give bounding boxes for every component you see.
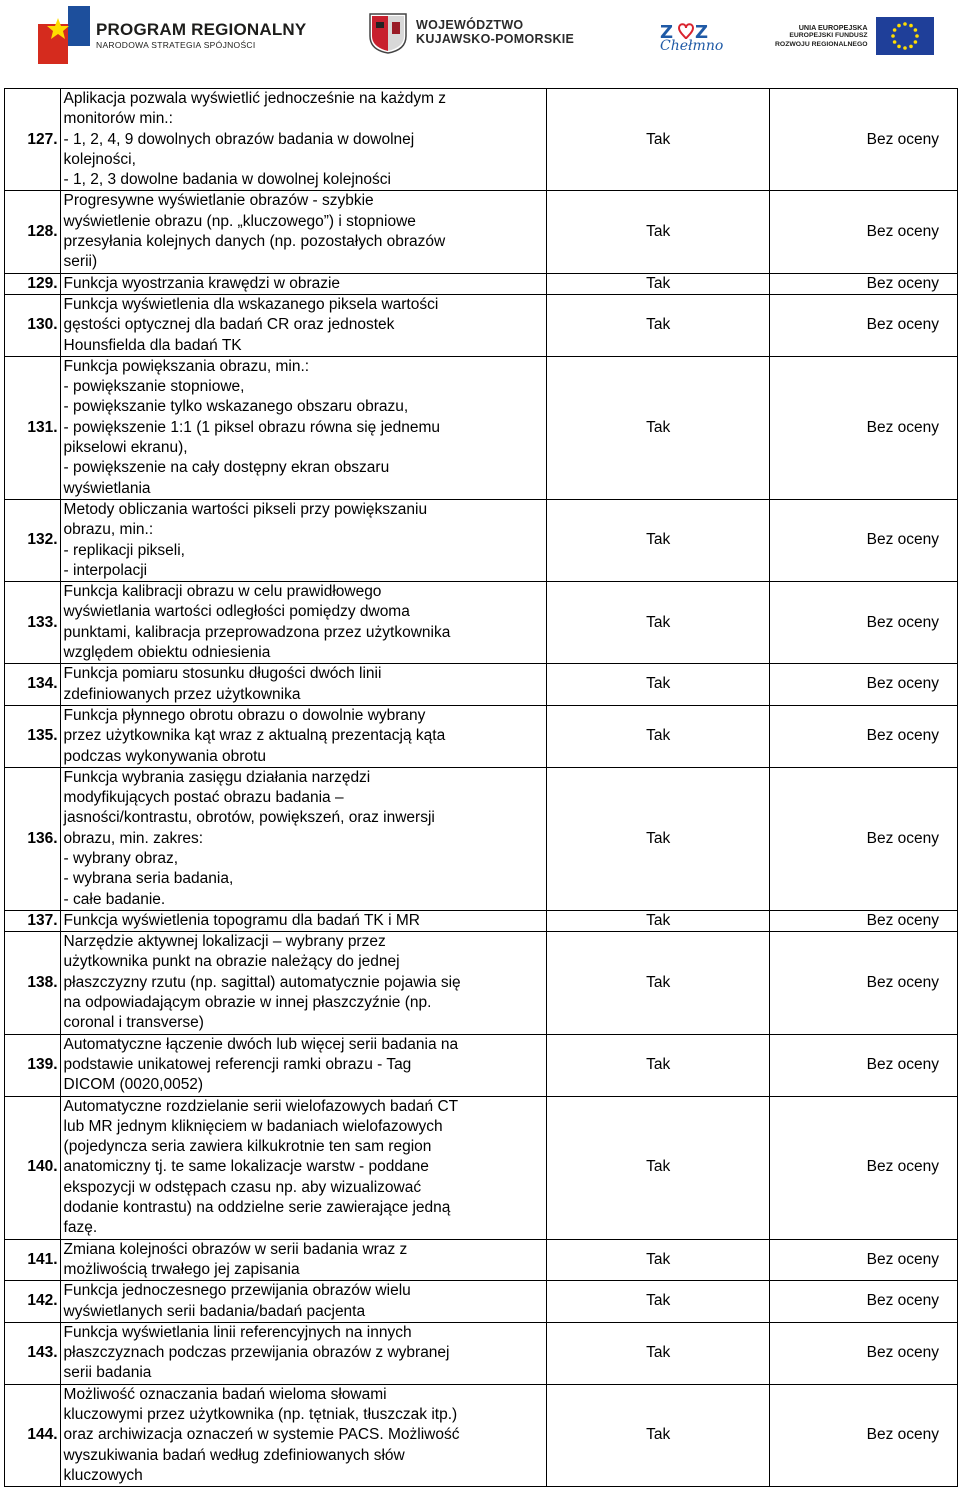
- coat-of-arms-icon: [368, 12, 408, 54]
- requirement-description: [60, 191, 546, 273]
- description-line: kolejności,: [63, 150, 136, 168]
- required-value: Tak: [547, 1322, 770, 1384]
- description-line: modyfikujących postać obrazu badania –: [63, 789, 344, 807]
- description-line: Funkcja powiększania obrazu, min.:: [63, 357, 310, 375]
- requirement-description: [60, 1239, 546, 1281]
- requirement-description: [60, 1322, 546, 1384]
- description-line: - wybrana seria badania,: [63, 870, 234, 888]
- evaluation-value: Bez oceny: [770, 664, 958, 706]
- requirement-description: [60, 932, 546, 1034]
- table-row: [5, 1096, 958, 1239]
- evaluation-value: Bez oceny: [770, 499, 958, 581]
- description-line: anatomiczny tj. te same lokalizacje warstw - poddane: [63, 1158, 429, 1176]
- requirement-description: [60, 705, 546, 767]
- chelmno-text: Chełmno: [660, 38, 724, 54]
- requirement-description: [60, 89, 546, 191]
- description-line: podczas wykonywania obrotu: [63, 747, 267, 765]
- table-row: [5, 356, 958, 499]
- description-line: Funkcja wyświetlenia dla wskazanego piksela wartości: [63, 295, 439, 313]
- requirement-description: [60, 767, 546, 910]
- evaluation-value: Bez oceny: [770, 294, 958, 356]
- description-line: Możliwość oznaczania badań wieloma słowami: [63, 1385, 387, 1403]
- description-line: gęstości optycznej dla badań CR oraz jednostek: [63, 316, 395, 334]
- description-line: Funkcja wyświetlenia topogramu dla badań TK i MR: [63, 911, 420, 929]
- description-line: kluczowymi przez użytkownika (np. tętniak, tłuszczak itp.): [63, 1406, 458, 1423]
- evaluation-value: Bez oceny: [770, 910, 958, 931]
- table-row: [5, 89, 958, 191]
- description-line: - wybrany obraz,: [63, 849, 179, 867]
- chelmno-logo: [660, 20, 723, 54]
- row-number: 138.: [5, 932, 61, 1034]
- table-row: [5, 499, 958, 581]
- description-line: wyświetlania wartości odległości pomiędzy dwoma: [63, 603, 410, 621]
- evaluation-value: Bez oceny: [770, 1281, 958, 1323]
- description-line: ekspozycji w odstępach czasu np. aby wizualizować: [63, 1178, 422, 1196]
- description-line: kluczowych: [63, 1466, 143, 1484]
- row-number: 132.: [5, 499, 61, 581]
- program-regionalny-subtitle: NARODOWA STRATEGIA SPÓJNOŚCI: [96, 39, 256, 50]
- required-value: Tak: [547, 1281, 770, 1323]
- evaluation-value: Bez oceny: [770, 191, 958, 273]
- row-number: 136.: [5, 767, 61, 910]
- row-number: 139.: [5, 1034, 61, 1096]
- row-number: 129.: [5, 273, 61, 294]
- description-line: przesyłania kolejnych danych (np. pozostałych obrazów: [63, 233, 446, 251]
- table-row: [5, 273, 958, 294]
- eu-flag-icon: [876, 17, 934, 55]
- description-line: na odpowiadającym obrazie w innej płaszczyźnie (np.: [63, 994, 432, 1012]
- description-line: wyświetlania: [63, 479, 151, 497]
- description-line: Funkcja płynnego obrotu obrazu o dowolnie wybrany: [63, 706, 426, 724]
- svg-text:Z: Z: [695, 22, 709, 42]
- description-line: możliwością trwałego jej zapisania: [63, 1260, 300, 1278]
- description-line: fazę.: [63, 1219, 98, 1237]
- description-line: coronal i transverse): [63, 1014, 204, 1032]
- evaluation-value: Bez oceny: [770, 932, 958, 1034]
- required-value: Tak: [547, 1239, 770, 1281]
- required-value: Tak: [547, 1096, 770, 1239]
- required-value: Tak: [547, 294, 770, 356]
- description-line: (pojedyncza seria zawiera kilkukrotnie ten sam region: [63, 1138, 432, 1156]
- svg-text:Z: Z: [660, 22, 674, 42]
- description-line: Zmiana kolejności obrazów w serii badania wraz z: [63, 1240, 408, 1258]
- description-line: - interpolacji: [63, 561, 148, 579]
- description-line: Hounsfielda dla badań TK: [63, 336, 242, 354]
- table-row: [5, 582, 958, 664]
- description-line: wyświetlenie obrazu (np. „kluczowego”) i stopniowe: [63, 212, 416, 230]
- description-line: podstawie unikatowej referencji ramki obrazu - Tag: [63, 1055, 412, 1073]
- required-value: Tak: [547, 191, 770, 273]
- description-line: Metody obliczania wartości pikseli przy powiększaniu: [63, 500, 428, 518]
- description-line: płaszczyzny rzutu (np. sagittal) automatycznie pojawia się: [63, 973, 461, 991]
- evaluation-value: Bez oceny: [770, 582, 958, 664]
- description-line: Narzędzie aktywnej lokalizacji – wybrany przez: [63, 933, 386, 951]
- description-line: monitorów min.:: [63, 110, 173, 128]
- description-line: jasności/kontrastu, obrotów, powiększeń, oraz inwersji: [63, 809, 435, 827]
- description-line: płaszczyznach podczas przewijania obrazów z wybranej: [63, 1344, 450, 1362]
- row-number: 133.: [5, 582, 61, 664]
- required-value: Tak: [547, 910, 770, 931]
- row-number: 127.: [5, 89, 61, 191]
- table-row: [5, 1239, 958, 1281]
- program-regionalny-title: PROGRAM REGIONALNY: [96, 19, 307, 39]
- description-line: Funkcja wyostrzania krawędzi w obrazie: [63, 274, 341, 292]
- description-line: względem obiektu odniesienia: [63, 644, 271, 662]
- row-number: 142.: [5, 1281, 61, 1323]
- evaluation-value: Bez oceny: [770, 1096, 958, 1239]
- table-row: [5, 294, 958, 356]
- description-line: Progresywne wyświetlanie obrazów - szybkie: [63, 192, 374, 210]
- description-line: Funkcja kalibracji obrazu w celu prawidłowego: [63, 583, 382, 601]
- row-number: 141.: [5, 1239, 61, 1281]
- wojewodztwo-line1: WOJEWÓDZTWO: [416, 18, 524, 33]
- description-line: wyświetlanych serii badania/badań pacjenta: [63, 1302, 366, 1320]
- description-line: Automatyczne łączenie dwóch lub więcej serii badania na: [63, 1035, 459, 1053]
- requirement-description: [60, 499, 546, 581]
- eu-line3: ROZWOJU REGIONALNEGO: [775, 40, 868, 48]
- requirement-description: [60, 664, 546, 706]
- description-line: Aplikacja pozwala wyświetlić jednocześnie na każdym z: [63, 90, 447, 107]
- row-number: 144.: [5, 1384, 61, 1486]
- description-line: serii badania: [63, 1364, 152, 1382]
- requirement-description: [60, 273, 546, 294]
- description-line: obrazu, min. zakres:: [63, 829, 204, 847]
- description-line: - powiększanie stopniowe,: [63, 378, 245, 396]
- description-line: dodanie kontrastu) na oddzielne serie zawierające jedną: [63, 1199, 451, 1217]
- table-row: [5, 767, 958, 910]
- evaluation-value: Bez oceny: [770, 705, 958, 767]
- logo-header: [0, 0, 960, 72]
- evaluation-value: Bez oceny: [770, 273, 958, 294]
- table-row: [5, 1322, 958, 1384]
- row-number: 134.: [5, 664, 61, 706]
- row-number: 130.: [5, 294, 61, 356]
- required-value: Tak: [547, 932, 770, 1034]
- evaluation-value: Bez oceny: [770, 1239, 958, 1281]
- row-number: 128.: [5, 191, 61, 273]
- row-number: 135.: [5, 705, 61, 767]
- description-line: Funkcja wyświetlania linii referencyjnych na innych: [63, 1323, 412, 1341]
- table-row: [5, 932, 958, 1034]
- program-regionalny-logo: [38, 6, 306, 64]
- row-number: 137.: [5, 910, 61, 931]
- description-line: - replikacji pikseli,: [63, 541, 185, 559]
- required-value: Tak: [547, 1034, 770, 1096]
- description-line: wyszukiwania badań według zdefiniowanych słów: [63, 1446, 405, 1464]
- requirement-description: [60, 356, 546, 499]
- required-value: Tak: [547, 664, 770, 706]
- description-line: oraz archiwizacja oznaczeń w systemie PACS. Możliwość: [63, 1426, 460, 1444]
- table-row: [5, 1281, 958, 1323]
- description-line: DICOM (0020,0052): [63, 1076, 204, 1094]
- evaluation-value: Bez oceny: [770, 89, 958, 191]
- required-value: Tak: [547, 705, 770, 767]
- program-regionalny-emblem: [38, 6, 90, 64]
- table-row: [5, 664, 958, 706]
- wojewodztwo-logo: [368, 12, 574, 54]
- requirement-description: [60, 1034, 546, 1096]
- description-line: zdefiniowanych przez użytkownika: [63, 685, 301, 703]
- description-line: Automatyczne rozdzielanie serii wielofazowych badań CT: [63, 1097, 459, 1115]
- requirement-description: [60, 294, 546, 356]
- eu-logo: [775, 17, 934, 55]
- description-line: pikselowi ekranu),: [63, 439, 188, 457]
- required-value: Tak: [547, 356, 770, 499]
- table-row: [5, 1034, 958, 1096]
- required-value: Tak: [547, 273, 770, 294]
- requirement-description: [60, 582, 546, 664]
- requirement-description: [60, 1096, 546, 1239]
- description-line: - powiększenie 1:1 (1 piksel obrazu równa się jednemu: [63, 418, 441, 436]
- description-line: Funkcja pomiaru stosunku długości dwóch linii: [63, 665, 382, 683]
- table-row: [5, 705, 958, 767]
- row-number: 143.: [5, 1322, 61, 1384]
- evaluation-value: Bez oceny: [770, 767, 958, 910]
- table-row: [5, 1384, 958, 1486]
- table-row: [5, 910, 958, 931]
- eu-line1: UNIA EUROPEJSKA: [798, 23, 868, 33]
- description-line: - powiększenie na cały dostępny ekran obszaru: [63, 459, 390, 477]
- description-line: - powiększanie tylko wskazanego obszaru obrazu,: [63, 398, 409, 416]
- required-value: Tak: [547, 1384, 770, 1486]
- description-line: użytkownika punkt na obrazie należący do jednej: [63, 953, 400, 971]
- description-line: - 1, 2, 3 dowolne badania w dowolnej kolejności: [63, 171, 391, 189]
- description-line: lub MR jednym kliknięciem w badaniach wielofazowych: [63, 1117, 443, 1135]
- requirement-description: [60, 1384, 546, 1486]
- row-number: 131.: [5, 356, 61, 499]
- requirement-description: [60, 1281, 546, 1323]
- evaluation-value: Bez oceny: [770, 1034, 958, 1096]
- description-line: punktami, kalibracja przeprowadzona przez użytkownika: [63, 623, 451, 641]
- required-value: Tak: [547, 767, 770, 910]
- description-line: - 1, 2, 4, 9 dowolnych obrazów badania w dowolnej: [63, 130, 415, 148]
- description-line: Funkcja wybrania zasięgu działania narzędzi: [63, 768, 371, 786]
- requirement-description: [60, 910, 546, 931]
- required-value: Tak: [547, 582, 770, 664]
- table-row: [5, 191, 958, 273]
- description-line: - całe badanie.: [63, 890, 166, 908]
- requirements-table: [4, 88, 958, 1487]
- evaluation-value: Bez oceny: [770, 356, 958, 499]
- eu-line2: EUROPEJSKI FUNDUSZ: [789, 32, 868, 40]
- required-value: Tak: [547, 499, 770, 581]
- description-line: obrazu, min.:: [63, 521, 154, 539]
- required-value: Tak: [547, 89, 770, 191]
- evaluation-value: Bez oceny: [770, 1384, 958, 1486]
- description-line: serii): [63, 253, 98, 271]
- description-line: przez użytkownika kąt wraz z aktualną prezentacją kąta: [63, 727, 446, 745]
- evaluation-value: Bez oceny: [770, 1322, 958, 1384]
- wojewodztwo-line2: KUJAWSKO-POMORSKIE: [416, 32, 575, 46]
- heart-icon: [660, 20, 712, 42]
- description-line: Funkcja jednoczesnego przewijania obrazów wielu: [63, 1282, 411, 1300]
- row-number: 140.: [5, 1096, 61, 1239]
